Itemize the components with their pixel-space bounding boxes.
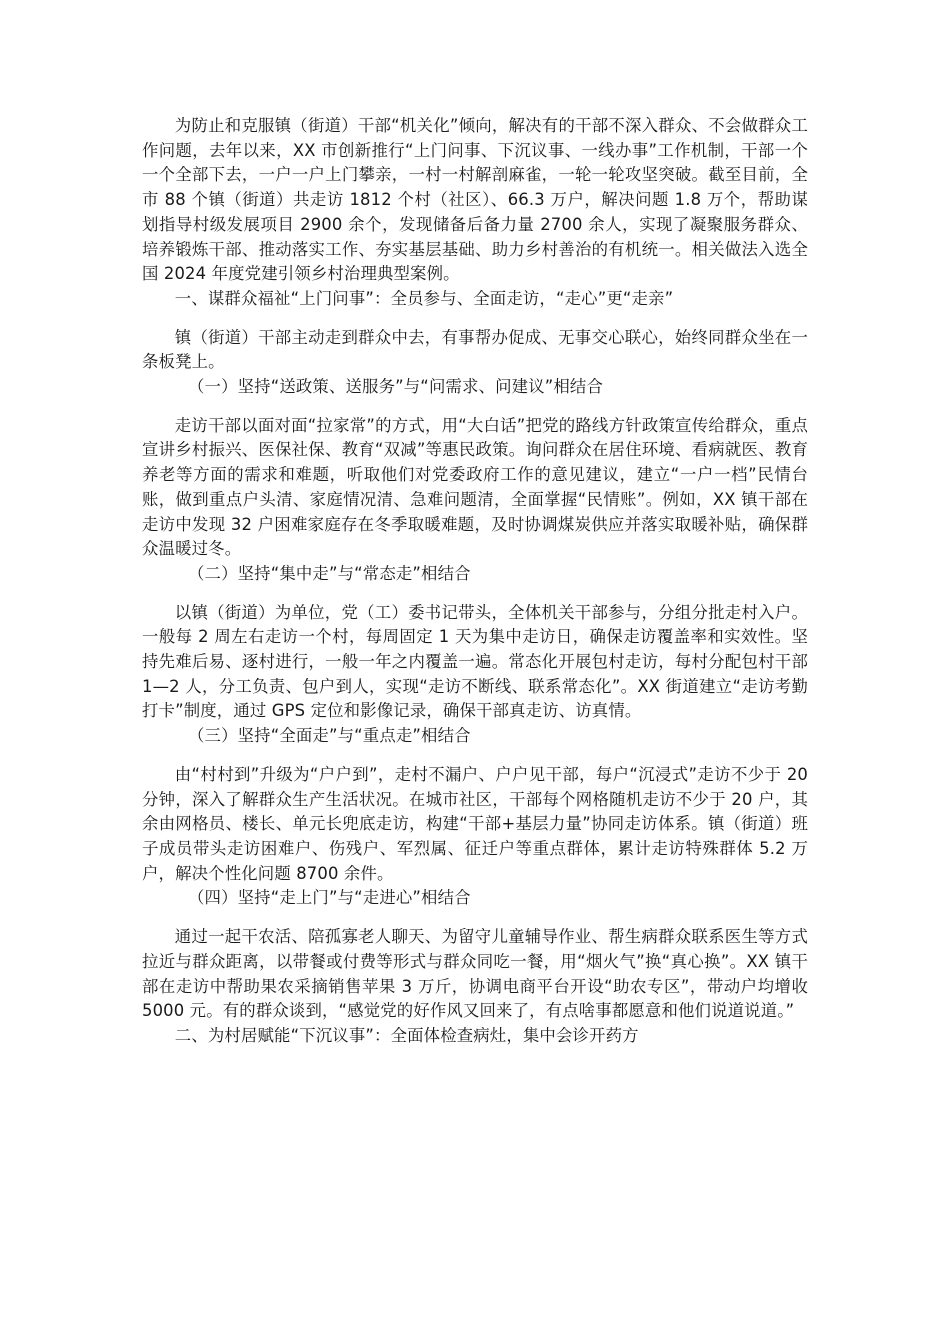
subsection-1-body: 走访干部以面对面“拉家常”的方式，用“大白话”把党的路线方针政策宣传给群众，重点宣讲乡村振兴、医保社保、教育“双减”等惠民政策。询问群众在居住环境、看病就医、教育养老等方面的需求和难题，听取他们对党委政府工作的意见建议，建立“一户一档”民情台账，做到重点户头清、家庭情况清、急难问题清，全面掌握“民情账”。例如，XX 镇干部在走访中发现 32 户困难家庭存在冬季取暖难题，及时协调煤炭供应并落实取暖补贴，确保群众温暖过冬。 [142,415,808,559]
subsection-2-heading: （二）坚持“集中走”与“常态走”相结合 [188,563,471,583]
subsection-3-heading: （三）坚持“全面走”与“重点走”相结合 [188,726,471,746]
section-1-intro: 镇（街道）干部主动走到群众中去，有事帮办促成、无事交心联心，始终同群众坐在一条板凳上。 [142,327,808,372]
subsection-4-heading: （四）坚持“走上门”与“走进心”相结合 [188,888,471,908]
section-1-heading: 一、谋群众福祉“上门问事”：全员参与、全面走访，“走心”更“走亲” [174,288,674,308]
subsection-1-heading: （一）坚持“送政策、送服务”与“问需求、问建议”相结合 [188,377,603,397]
subsection-2-body: 以镇（街道）为单位，党（工）委书记带头，全体机关干部参与，分组分批走村入户。一般每 2 周左右走访一个村，每周固定 1 天为集中走访日，确保走访覆盖率和实效性。坚持先难后易、逐村进行，一般一年之内覆盖一遍。常态化开展包村走访，每村分配包村干部 1—2 人，分工负责、包户到人，实现“走访不断线、联系常态化”。XX 街道建立“走访考勤打卡”制度，通过 GPS 定位和影像记录，确保干部真走访、访真情。 [142,602,808,721]
subsection-3-body: 由“村村到”升级为“户户到”，走村不漏户、户户见干部，每户“沉浸式”走访不少于 20 分钟，深入了解群众生产生活状况。在城市社区，干部每个网格随机走访不少于 20 户，其余由网格员、楼长、单元长兜底走访，构建“干部+基层力量”协同走访体系。镇（街道）班子成员带头走访困难户、伤残户、军烈属、征迁户等重点群体，累计走访特殊群体 5.2 万户，解决个性化问题 8700 余件。 [142,764,808,883]
intro-paragraph: 为防止和克服镇（街道）干部“机关化”倾向，解决有的干部不深入群众、不会做群众工作问题，去年以来，XX 市创新推行“上门问事、下沉议事、一线办事”工作机制，干部一个一个全部下去，一户一户上门攀亲，一村一村解剖麻雀，一轮一轮攻坚突破。截至目前，全市 88 个镇（街道）共走访 1812 个村（社区）、66.3 万户，解决问题 1.8 万个，帮助谋划指导村级发展项目 2900 余个，发现储备后备力量 2700 余人，实现了凝聚服务群众、培养锻炼干部、推动落实工作、夯实基层基础、助力乡村善治的有机统一。相关做法入选全国 2024 年度党建引领乡村治理典型案例。 [142,116,808,284]
section-2-heading: 二、为村居赋能“下沉议事”：全面体检查病灶，集中会诊开药方 [174,1025,639,1045]
document-page [142,114,808,1049]
subsection-4-body: 通过一起干农活、陪孤寡老人聊天、为留守儿童辅导作业、帮生病群众联系医生等方式拉近与群众距离，以带餐或付费等形式与群众同吃一餐，用“烟火气”换“真心换”。XX 镇干部在走访中帮助果农采摘销售苹果 3 万斤，协调电商平台开设“助农专区”，带动户均增收 5000 元。有的群众谈到，“感觉党的好作风又回来了，有点啥事都愿意和他们说道说道。” [142,927,808,1021]
